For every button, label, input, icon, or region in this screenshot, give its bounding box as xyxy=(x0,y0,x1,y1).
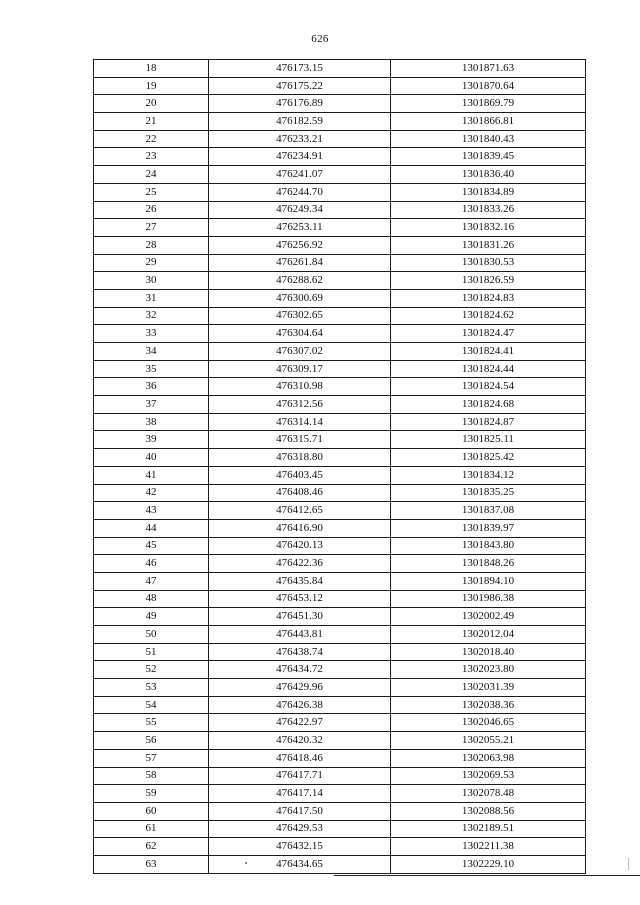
table-row xyxy=(94,289,586,307)
y-coordinate-cell: 1301824.41 xyxy=(391,343,586,361)
y-coordinate-cell: 1301869.79 xyxy=(391,95,586,113)
x-coordinate-cell: 476315.71 xyxy=(209,431,391,449)
table-row xyxy=(94,325,586,343)
point-number-cell: 26 xyxy=(94,201,209,219)
x-coordinate-cell: 476453.12 xyxy=(209,590,391,608)
point-number-cell: 43 xyxy=(94,502,209,520)
y-coordinate-cell: 1302002.49 xyxy=(391,608,586,626)
y-coordinate-cell: 1301830.53 xyxy=(391,254,586,272)
table-row xyxy=(94,785,586,803)
x-coordinate-cell: 476408.46 xyxy=(209,484,391,502)
point-number-cell: 21 xyxy=(94,113,209,131)
y-coordinate-cell: 1301824.83 xyxy=(391,289,586,307)
point-number-cell: 56 xyxy=(94,732,209,750)
point-number-cell: 38 xyxy=(94,413,209,431)
table-row xyxy=(94,201,586,219)
point-number-cell: 60 xyxy=(94,802,209,820)
x-coordinate-cell: 476176.89 xyxy=(209,95,391,113)
y-coordinate-cell: 1301831.26 xyxy=(391,236,586,254)
table-row xyxy=(94,643,586,661)
x-coordinate-cell: 476318.80 xyxy=(209,449,391,467)
y-coordinate-cell: 1301824.87 xyxy=(391,413,586,431)
x-coordinate-cell: 476309.17 xyxy=(209,360,391,378)
y-coordinate-cell: 1302229.10 xyxy=(391,855,586,873)
x-coordinate-cell: 476451.30 xyxy=(209,608,391,626)
x-coordinate-cell: 476249.34 xyxy=(209,201,391,219)
x-coordinate-cell: 476307.02 xyxy=(209,343,391,361)
table-row xyxy=(94,307,586,325)
table-row xyxy=(94,130,586,148)
point-number-cell: 20 xyxy=(94,95,209,113)
x-coordinate-cell: 476314.14 xyxy=(209,413,391,431)
y-coordinate-cell: 1301839.97 xyxy=(391,519,586,537)
table-row xyxy=(94,696,586,714)
y-coordinate-cell: 1302023.80 xyxy=(391,661,586,679)
x-coordinate-cell: 476429.96 xyxy=(209,679,391,697)
y-coordinate-cell: 1302063.98 xyxy=(391,749,586,767)
y-coordinate-cell: 1301835.25 xyxy=(391,484,586,502)
point-number-cell: 61 xyxy=(94,820,209,838)
table-row xyxy=(94,714,586,732)
y-coordinate-cell: 1301824.44 xyxy=(391,360,586,378)
x-coordinate-cell: 476403.45 xyxy=(209,466,391,484)
table-row xyxy=(94,820,586,838)
table-row xyxy=(94,572,586,590)
table-row xyxy=(94,148,586,166)
y-coordinate-cell: 1301824.68 xyxy=(391,396,586,414)
y-coordinate-cell: 1301839.45 xyxy=(391,148,586,166)
point-number-cell: 27 xyxy=(94,219,209,237)
y-coordinate-cell: 1302069.53 xyxy=(391,767,586,785)
x-coordinate-cell: 476429.53 xyxy=(209,820,391,838)
point-number-cell: 36 xyxy=(94,378,209,396)
point-number-cell: 34 xyxy=(94,343,209,361)
y-coordinate-cell: 1301825.42 xyxy=(391,449,586,467)
table-row xyxy=(94,166,586,184)
point-number-cell: 50 xyxy=(94,626,209,644)
point-number-cell: 48 xyxy=(94,590,209,608)
y-coordinate-cell: 1301826.59 xyxy=(391,272,586,290)
y-coordinate-cell: 1301834.12 xyxy=(391,466,586,484)
coordinates-table-body xyxy=(94,60,586,874)
x-coordinate-cell: 476310.98 xyxy=(209,378,391,396)
y-coordinate-cell: 1301986.38 xyxy=(391,590,586,608)
x-coordinate-cell: 476173.15 xyxy=(209,60,391,78)
y-coordinate-cell: 1302211.38 xyxy=(391,838,586,856)
scan-speck xyxy=(245,862,247,864)
table-row xyxy=(94,360,586,378)
table-row xyxy=(94,219,586,237)
table-row xyxy=(94,749,586,767)
table-row xyxy=(94,413,586,431)
table-row xyxy=(94,661,586,679)
y-coordinate-cell: 1301834.89 xyxy=(391,183,586,201)
point-number-cell: 42 xyxy=(94,484,209,502)
x-coordinate-cell: 476302.65 xyxy=(209,307,391,325)
point-number-cell: 25 xyxy=(94,183,209,201)
point-number-cell: 37 xyxy=(94,396,209,414)
table-row xyxy=(94,254,586,272)
table-row xyxy=(94,378,586,396)
x-coordinate-cell: 476438.74 xyxy=(209,643,391,661)
point-number-cell: 29 xyxy=(94,254,209,272)
point-number-cell: 19 xyxy=(94,77,209,95)
table-row xyxy=(94,855,586,873)
x-coordinate-cell: 476182.59 xyxy=(209,113,391,131)
coordinates-table-container xyxy=(93,59,585,874)
point-number-cell: 53 xyxy=(94,679,209,697)
coordinates-table xyxy=(93,59,586,874)
y-coordinate-cell: 1301837.08 xyxy=(391,502,586,520)
table-row xyxy=(94,113,586,131)
table-row xyxy=(94,555,586,573)
y-coordinate-cell: 1301843.80 xyxy=(391,537,586,555)
x-coordinate-cell: 476312.56 xyxy=(209,396,391,414)
table-row xyxy=(94,183,586,201)
y-coordinate-cell: 1302038.36 xyxy=(391,696,586,714)
y-coordinate-cell: 1301824.54 xyxy=(391,378,586,396)
point-number-cell: 57 xyxy=(94,749,209,767)
x-coordinate-cell: 476420.13 xyxy=(209,537,391,555)
x-coordinate-cell: 476422.97 xyxy=(209,714,391,732)
x-coordinate-cell: 476234.91 xyxy=(209,148,391,166)
point-number-cell: 62 xyxy=(94,838,209,856)
table-row xyxy=(94,679,586,697)
table-row xyxy=(94,590,586,608)
x-coordinate-cell: 476426.38 xyxy=(209,696,391,714)
x-coordinate-cell: 476256.92 xyxy=(209,236,391,254)
point-number-cell: 28 xyxy=(94,236,209,254)
x-coordinate-cell: 476304.64 xyxy=(209,325,391,343)
point-number-cell: 52 xyxy=(94,661,209,679)
y-coordinate-cell: 1302012.04 xyxy=(391,626,586,644)
y-coordinate-cell: 1302078.48 xyxy=(391,785,586,803)
point-number-cell: 40 xyxy=(94,449,209,467)
point-number-cell: 31 xyxy=(94,289,209,307)
y-coordinate-cell: 1301894.10 xyxy=(391,572,586,590)
point-number-cell: 33 xyxy=(94,325,209,343)
x-coordinate-cell: 476417.71 xyxy=(209,767,391,785)
footer-rule xyxy=(334,875,640,876)
y-coordinate-cell: 1301871.63 xyxy=(391,60,586,78)
table-row xyxy=(94,838,586,856)
point-number-cell: 55 xyxy=(94,714,209,732)
point-number-cell: 59 xyxy=(94,785,209,803)
x-coordinate-cell: 476233.21 xyxy=(209,130,391,148)
x-coordinate-cell: 476416.90 xyxy=(209,519,391,537)
y-coordinate-cell: 1302018.40 xyxy=(391,643,586,661)
y-coordinate-cell: 1301833.26 xyxy=(391,201,586,219)
table-row xyxy=(94,802,586,820)
table-row xyxy=(94,484,586,502)
x-coordinate-cell: 476422.36 xyxy=(209,555,391,573)
y-coordinate-cell: 1301840.43 xyxy=(391,130,586,148)
x-coordinate-cell: 476261.84 xyxy=(209,254,391,272)
x-coordinate-cell: 476434.72 xyxy=(209,661,391,679)
table-row xyxy=(94,95,586,113)
table-row xyxy=(94,272,586,290)
y-coordinate-cell: 1301848.26 xyxy=(391,555,586,573)
point-number-cell: 30 xyxy=(94,272,209,290)
table-row xyxy=(94,466,586,484)
point-number-cell: 41 xyxy=(94,466,209,484)
y-coordinate-cell: 1301836.40 xyxy=(391,166,586,184)
y-coordinate-cell: 1301825.11 xyxy=(391,431,586,449)
point-number-cell: 46 xyxy=(94,555,209,573)
y-coordinate-cell: 1302055.21 xyxy=(391,732,586,750)
point-number-cell: 51 xyxy=(94,643,209,661)
x-coordinate-cell: 476420.32 xyxy=(209,732,391,750)
point-number-cell: 24 xyxy=(94,166,209,184)
point-number-cell: 58 xyxy=(94,767,209,785)
point-number-cell: 35 xyxy=(94,360,209,378)
x-coordinate-cell: 476435.84 xyxy=(209,572,391,590)
table-row xyxy=(94,608,586,626)
y-coordinate-cell: 1302031.39 xyxy=(391,679,586,697)
y-coordinate-cell: 1301870.64 xyxy=(391,77,586,95)
point-number-cell: 44 xyxy=(94,519,209,537)
x-coordinate-cell: 476417.50 xyxy=(209,802,391,820)
y-coordinate-cell: 1301832.16 xyxy=(391,219,586,237)
table-row xyxy=(94,449,586,467)
point-number-cell: 32 xyxy=(94,307,209,325)
x-coordinate-cell: 476175.22 xyxy=(209,77,391,95)
x-coordinate-cell: 476443.81 xyxy=(209,626,391,644)
table-row xyxy=(94,626,586,644)
x-coordinate-cell: 476412.65 xyxy=(209,502,391,520)
table-row xyxy=(94,236,586,254)
table-row xyxy=(94,732,586,750)
x-coordinate-cell: 476418.46 xyxy=(209,749,391,767)
point-number-cell: 39 xyxy=(94,431,209,449)
y-coordinate-cell: 1302088.56 xyxy=(391,802,586,820)
y-coordinate-cell: 1302046.65 xyxy=(391,714,586,732)
table-row xyxy=(94,60,586,78)
table-row xyxy=(94,396,586,414)
x-coordinate-cell: 476253.11 xyxy=(209,219,391,237)
x-coordinate-cell: 476417.14 xyxy=(209,785,391,803)
table-row xyxy=(94,767,586,785)
table-row xyxy=(94,77,586,95)
table-row xyxy=(94,502,586,520)
point-number-cell: 45 xyxy=(94,537,209,555)
point-number-cell: 54 xyxy=(94,696,209,714)
x-coordinate-cell: 476288.62 xyxy=(209,272,391,290)
scan-edge-mark xyxy=(628,858,629,870)
x-coordinate-cell: 476432.15 xyxy=(209,838,391,856)
point-number-cell: 47 xyxy=(94,572,209,590)
x-coordinate-cell: 476244.70 xyxy=(209,183,391,201)
table-row xyxy=(94,343,586,361)
point-number-cell: 63 xyxy=(94,855,209,873)
y-coordinate-cell: 1301824.47 xyxy=(391,325,586,343)
y-coordinate-cell: 1301824.62 xyxy=(391,307,586,325)
page-number: 626 xyxy=(311,33,329,45)
y-coordinate-cell: 1302189.51 xyxy=(391,820,586,838)
y-coordinate-cell: 1301866.81 xyxy=(391,113,586,131)
x-coordinate-cell: 476434.65 xyxy=(209,855,391,873)
table-row xyxy=(94,519,586,537)
point-number-cell: 22 xyxy=(94,130,209,148)
x-coordinate-cell: 476300.69 xyxy=(209,289,391,307)
point-number-cell: 49 xyxy=(94,608,209,626)
point-number-cell: 23 xyxy=(94,148,209,166)
point-number-cell: 18 xyxy=(94,60,209,78)
table-row xyxy=(94,537,586,555)
x-coordinate-cell: 476241.07 xyxy=(209,166,391,184)
table-row xyxy=(94,431,586,449)
